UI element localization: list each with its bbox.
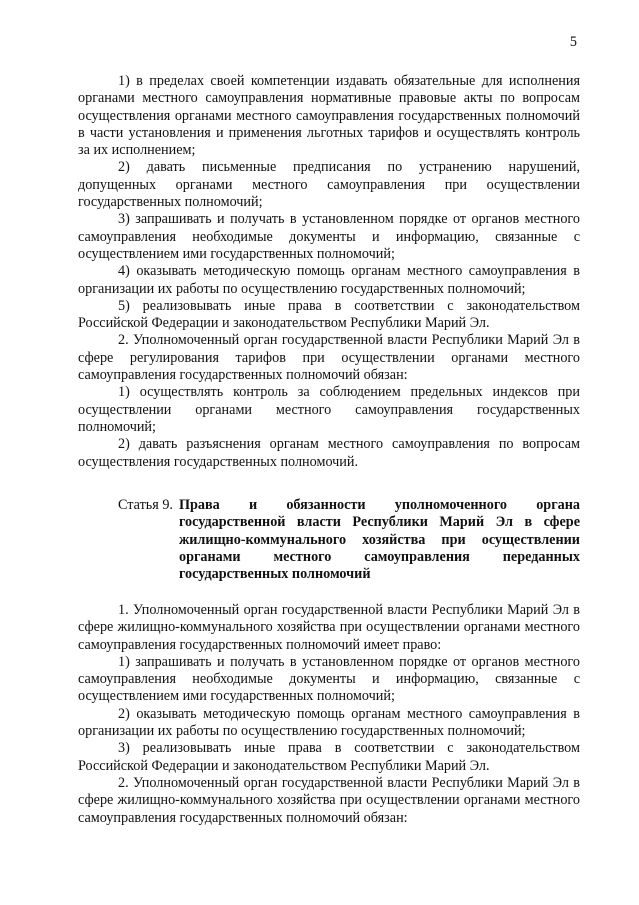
- page-number: 5: [569, 34, 577, 50]
- paragraph: 1. Уполномоченный орган государственной власти Республики Марий Эл в сфере жилищно-коммунального хозяйства при осуществлении органами местного самоуправления государственных полномочий имеет право:: [78, 602, 580, 653]
- paragraph: 5) реализовывать иные права в соответствии с законодательством Российской Федерации и законодательством Республики Марий Эл.: [78, 297, 580, 332]
- paragraph: 2. Уполномоченный орган государственной власти Республики Марий Эл в сфере жилищно-коммунального хозяйства при осуществлении органами местного самоуправления государственных полномочий обязан:: [78, 774, 580, 826]
- paragraph: 1) осуществлять контроль за соблюдением предельных индексов при осуществлении органами местного самоуправления государственных полномочий;: [78, 384, 580, 435]
- paragraph: 2. Уполномоченный орган государственной власти Республики Марий Эл в сфере регулирования тарифов при осуществлении органами местного самоуправления государственных полномочий обязан:: [78, 332, 580, 384]
- section-2-text: [78, 602, 580, 827]
- section-1-text: [78, 73, 580, 471]
- paragraph: 2) оказывать методическую помощь органам местного самоуправления в организации их работы по осуществлению государственных полномочий;: [78, 705, 580, 740]
- paragraph: 1) в пределах своей компетенции издавать обязательные для исполнения органами местного самоуправления нормативные правовые акты по вопросам осуществления органами местного самоуправления государственных полномочий в части установления и применения льготных тарифов и осуществлять контроль за их исполнением;: [78, 73, 580, 159]
- article-heading: [118, 497, 580, 583]
- article-title: Права и обязанности уполномоченного органа государственной власти Республики Марий Эл в сфере жилищно-коммунального хозяйства при осуществлении органами местного самоуправления переданных государственных полномочий: [178, 497, 580, 583]
- paragraph: 2) давать разъяснения органам местного самоуправления по вопросам осуществления государственных полномочий.: [78, 436, 580, 470]
- paragraph: 2) давать письменные предписания по устранению нарушений, допущенных органами местного самоуправления при осуществлении государственных полномочий;: [78, 159, 580, 211]
- paragraph: 1) запрашивать и получать в установленном порядке от органов местного самоуправления необходимые документы и информацию, связанные с осуществлением ими государственных полномочий;: [78, 653, 580, 705]
- paragraph: 4) оказывать методическую помощь органам местного самоуправления в организации их работы по осуществлению государственных полномочий;: [78, 263, 580, 297]
- paragraph: 3) запрашивать и получать в установленном порядке от органов местного самоуправления необходимые документы и информацию, связанные с осуществлением ими государственных полномочий;: [78, 211, 580, 262]
- article-label: Статья 9.: [118, 497, 173, 513]
- paragraph: 3) реализовывать иные права в соответствии с законодательством Российской Федерации и законодательством Республики Марий Эл.: [78, 740, 580, 774]
